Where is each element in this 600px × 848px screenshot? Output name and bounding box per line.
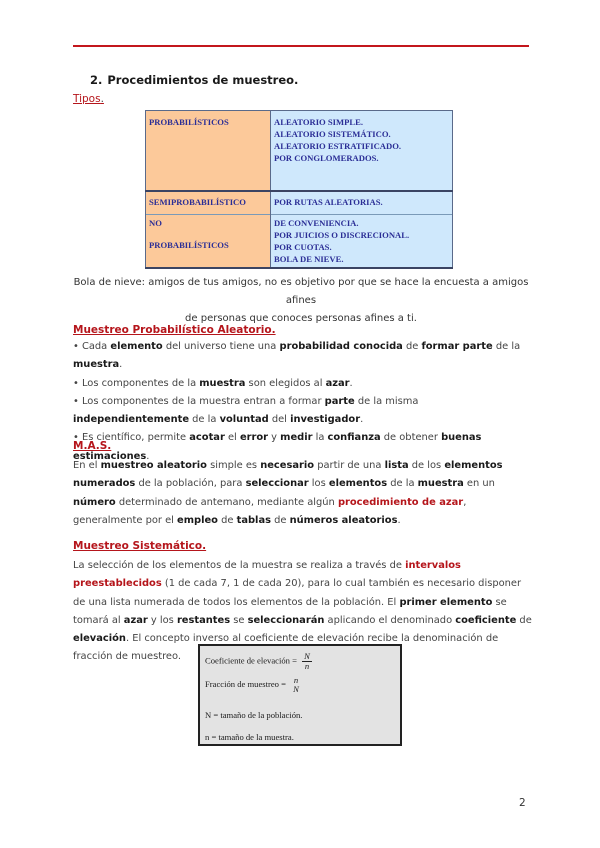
text-run: y [268, 432, 281, 444]
coef-fraction [302, 652, 312, 671]
text-run: los [308, 478, 329, 490]
text-run: de [217, 514, 237, 526]
def-sample: n = tamaño de la muestra. [205, 732, 294, 742]
coef-label: Coeficiente de elevación = [205, 655, 297, 666]
mas-paragraph [73, 457, 533, 530]
items-cell [271, 111, 453, 192]
category-line: PROBABILÍSTICOS [149, 240, 229, 250]
bold-term: número [73, 496, 116, 508]
bold-term: elementos numerados [73, 460, 503, 490]
items-cell [271, 215, 453, 269]
sampling-types-table [145, 110, 453, 269]
text-run: de la [492, 341, 521, 352]
coef-denominator: n [304, 661, 310, 671]
text-run: simple es [206, 460, 261, 471]
bold-term: muestreo aleatorio [100, 460, 207, 471]
text-run: de la población, para [135, 478, 246, 490]
text-run: de obtener [380, 432, 442, 444]
list-item: POR CONGLOMERADOS. [274, 153, 379, 163]
bold-term: probabilidad conocida [279, 341, 403, 352]
bold-term: muestra [417, 478, 464, 490]
bold-term: seleccionarán [247, 614, 325, 626]
bold-term: lista [384, 460, 409, 471]
list-item: POR JUICIOS O DISCRECIONAL. [274, 230, 410, 240]
list-item: DE CONVENIENCIA. [274, 218, 359, 228]
bold-term: acotar [189, 432, 225, 444]
text-run: de la misma [354, 395, 419, 407]
table-row [146, 111, 453, 192]
bold-term: independientemente [73, 414, 190, 426]
table-row [146, 215, 453, 269]
bold-term: formar parte [421, 341, 493, 352]
mas-heading: M.A.S. [73, 440, 112, 452]
text-run: se tomará al [73, 596, 507, 626]
frac-denominator: N [293, 684, 299, 694]
def-population: N = tamaño de la población. [205, 710, 303, 720]
frac-fraction [291, 676, 301, 694]
bold-term: parte [324, 395, 355, 407]
text-run: de la [189, 414, 220, 426]
list-item: ALEATORIO SIMPLE. [274, 117, 363, 127]
bold-term: seleccionar [245, 478, 309, 490]
bold-term: azar [123, 614, 148, 626]
bold-term: tablas [236, 514, 271, 526]
list-item: BOLA DE NIEVE. [274, 254, 344, 264]
formula-box [198, 644, 402, 746]
text-run: partir de una [314, 460, 385, 471]
bold-term: coeficiente [455, 614, 517, 626]
text-run: (1 de cada 7, 1 de cada 20), para lo cual también es necesario disponer de una lista numerada de todos los elementos de la población. El [73, 578, 522, 608]
text-run: del universo tiene una [162, 341, 280, 352]
text-run: la [312, 432, 328, 444]
snowball-note [73, 274, 529, 328]
probabilistico-bullets [73, 338, 533, 466]
bold-term: voluntad [219, 414, 269, 426]
text-run: , generalmente por el [73, 496, 467, 526]
text-run: . [146, 450, 150, 462]
bold-term: elevación [73, 633, 126, 645]
bold-term: elementos [328, 478, 388, 490]
bold-term: restantes [176, 614, 231, 626]
bold-term: muestra [199, 377, 246, 389]
tipos-label: Tipos [73, 93, 101, 105]
text-run: . [119, 359, 123, 371]
text-run: En el [73, 460, 101, 471]
bold-term: investigador [290, 414, 361, 426]
tipos-heading [73, 93, 104, 105]
bold-term: confianza [327, 432, 381, 444]
highlight-term: procedimiento de azar [337, 496, 464, 508]
highlight-term: intervalos preestablecidos [73, 560, 461, 590]
category-line: NO [149, 218, 162, 228]
coef-formula [205, 652, 312, 671]
section-number: 2. [90, 73, 103, 87]
text-run: • Cada [73, 341, 111, 352]
text-run: . [397, 514, 401, 526]
sistematico-heading: Muestreo Sistemático. [73, 540, 207, 552]
text-run: La selección de los elementos de la muestra se realiza a través de [73, 560, 406, 571]
items-cell [271, 191, 453, 215]
frac-label: Fracción de muestreo = [205, 678, 286, 689]
bullet-item [73, 393, 533, 430]
table-row [146, 191, 453, 215]
frac-formula [205, 676, 301, 694]
text-run: de los [408, 460, 445, 471]
text-run: se [230, 614, 248, 626]
frac-numerator: n [293, 675, 299, 685]
text-run: aplicando el denominado [324, 614, 456, 626]
text-run: de la [387, 478, 418, 490]
page-number: 2 [519, 797, 526, 809]
bold-term: muestra [73, 359, 120, 371]
category-cell [146, 215, 271, 269]
text-run: de [516, 614, 532, 626]
section-title [90, 73, 298, 87]
text-run: el [224, 432, 240, 444]
note-line: de personas que conoces personas afines a ti. [185, 313, 417, 324]
text-run: del [268, 414, 291, 426]
note-line: Bola de nieve: amigos de tus amigos, no es objetivo por que se hace la encuesta a amigos afines [73, 277, 529, 306]
text-run: son elegidos al [245, 377, 326, 389]
text-run: en un [463, 478, 495, 490]
text-run: de [402, 341, 422, 352]
bullet-item [73, 375, 533, 393]
bold-term: empleo [177, 514, 218, 526]
bold-term: buenas estimaciones [73, 432, 482, 462]
list-item: ALEATORIO ESTRATIFICADO. [274, 141, 402, 151]
bold-term: elemento [110, 341, 163, 352]
text-run: • Los componentes de la muestra entran a formar [73, 395, 325, 407]
section-title-text: Procedimientos de muestreo. [107, 73, 299, 87]
bold-term: necesario [260, 460, 315, 471]
text-run: de [271, 514, 290, 526]
text-run: . El concepto inverso al coeficiente de elevación recibe la denominación de fracción de muestreo. [73, 633, 499, 663]
tipos-suffix: . [100, 93, 104, 105]
bold-term: primer elemento [399, 596, 493, 608]
header-rule [73, 45, 529, 47]
text-run: . [360, 414, 364, 426]
probabilistico-heading: Muestreo Probabilístico Aleatorio. [73, 324, 276, 336]
text-run: determinado de antemano, mediante algún [115, 496, 338, 508]
bold-term: números aleatorios [289, 514, 398, 526]
list-item: POR CUOTAS. [274, 242, 332, 252]
coef-numerator: N [304, 651, 310, 661]
list-item: ALEATORIO SISTEMÁTICO. [274, 129, 391, 139]
category-cell: SEMIPROBABILÍSTICO [146, 191, 271, 215]
bullet-item [73, 338, 533, 375]
text-run: . [349, 377, 353, 389]
text-run: • Es científico, permite [73, 432, 190, 444]
bold-term: medir [280, 432, 313, 444]
bold-term: azar [325, 377, 350, 389]
text-run: • Los componentes de la [73, 377, 200, 389]
text-run: y los [147, 614, 177, 626]
bold-term: error [239, 432, 269, 444]
list-item: POR RUTAS ALEATORIAS. [274, 197, 383, 207]
category-cell: PROBABILÍSTICOS [146, 111, 271, 192]
